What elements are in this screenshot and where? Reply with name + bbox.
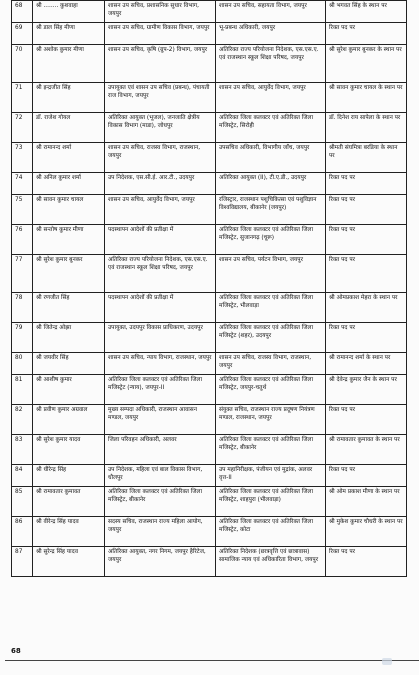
posting-remark-cell: रिक्त पद पर xyxy=(326,195,407,225)
posting-remark-cell: रिक्त पद पर xyxy=(326,547,407,577)
new-posting-cell: अतिरिक्त जिला कलक्टर एवं अतिरिक्त जिला मजिस्ट्रेट (शहर), उदयपुर xyxy=(216,323,326,353)
new-posting-cell: रजिस्ट्रार, राजस्थान पशुचिकित्सा एवं पशुविज्ञान विश्वविद्यालय, बीकानेर (जयपुर) xyxy=(216,195,326,225)
officer-name-cell: डॉ. राजेश गोयल xyxy=(33,113,105,143)
posting-remark-cell: श्री ओम प्रकाश मीणा के स्थान पर xyxy=(326,487,407,517)
officer-name-cell: श्री सुरेश कुमार बुनकर xyxy=(33,255,105,293)
current-posting-cell: पदस्थापन आदेशों की प्रतीक्षा में xyxy=(105,225,216,255)
officer-name-cell: श्री ........ कुशवाहा xyxy=(33,1,105,23)
officer-name-cell: श्री जयवीर सिंह xyxy=(33,353,105,375)
current-posting-cell: उप निदेशक, एस.सी.ई. आर.टी., उदयपुर xyxy=(105,173,216,195)
current-posting-cell: उपायुक्त, उदयपुर विकास प्राधिकरण, उदयपुर xyxy=(105,323,216,353)
transfer-order-table xyxy=(11,0,407,577)
current-posting-cell: जिला परिवहन अधिकारी, अलवर xyxy=(105,435,216,465)
serial-number-cell: 82 xyxy=(12,405,33,435)
new-posting-cell: अतिरिक्त जिला कलक्टर एवं अतिरिक्त जिला मजिस्ट्रेट, भीलवाड़ा xyxy=(216,293,326,323)
new-posting-cell: अतिरिक्त जिला कलक्टर एवं अतिरिक्त जिला मजिस्ट्रेट, बीकानेर xyxy=(216,435,326,465)
serial-number-cell: 69 xyxy=(12,23,33,45)
posting-remark-cell: डॉ. दिनेश राय सापेला के स्थान पर xyxy=(326,113,407,143)
officer-name-cell: श्री सन्तोष कुमार मीणा xyxy=(33,225,105,255)
serial-number-cell: 78 xyxy=(12,293,33,323)
table-body xyxy=(12,1,407,577)
new-posting-cell: अतिरिक्त जिला कलक्टर एवं अतिरिक्त जिला मजिस्ट्रेट, सिरोही xyxy=(216,113,326,143)
current-posting-cell: शासन उप सचिव, कृषि (ग्रुप-2) विभाग, जयपुर xyxy=(105,45,216,83)
officer-name-cell: श्री अशोक कुमार मीणा xyxy=(33,45,105,83)
new-posting-cell: अतिरिक्त जिला कलक्टर एवं अतिरिक्त जिला मजिस्ट्रेट, जयपुर-चतुर्थ xyxy=(216,375,326,405)
officer-name-cell: श्री इन्द्रजीत सिंह xyxy=(33,83,105,113)
current-posting-cell: शासन उप सचिव, ग्रामीण विकास विभाग, जयपुर xyxy=(105,23,216,45)
table-row xyxy=(12,1,407,23)
serial-number-cell: 81 xyxy=(12,375,33,405)
current-posting-cell: अतिरिक्त राज्य परियोजना निदेशक, एस.एस.ए. एवं राजस्थान स्कूल शिक्षा परिषद, जयपुर xyxy=(105,255,216,293)
new-posting-cell: शासन उप सचिव, पर्यटन विभाग, जयपुर xyxy=(216,255,326,293)
posting-remark-cell: रिक्त पद पर xyxy=(326,173,407,195)
officer-name-cell: श्री रामानन्द शर्मा xyxy=(33,143,105,173)
serial-number-cell: 71 xyxy=(12,83,33,113)
posting-remark-cell: रिक्त पद पर xyxy=(326,225,407,255)
serial-number-cell: 74 xyxy=(12,173,33,195)
officer-name-cell: श्री प्रवीण कुमार अग्रवाल xyxy=(33,405,105,435)
officer-name-cell: श्री जितेन्द्र ओझा xyxy=(33,323,105,353)
posting-remark-cell: श्री देवेन्द्र कुमार जैन के स्थान पर xyxy=(326,375,407,405)
table-row xyxy=(12,143,407,173)
new-posting-cell: शासन उप सचिव, राजस्व विभाग, राजस्थान, जयपुर xyxy=(216,353,326,375)
posting-remark-cell: श्री मुकेश कुमार चौधरी के स्थान पर xyxy=(326,517,407,547)
posting-remark-cell: श्री ओमप्रकाश मेहरा के स्थान पर xyxy=(326,293,407,323)
new-posting-cell: अतिरिक्त निदेशक (छात्रवृत्ति एवं छात्रावास) सामाजिक न्याय एवं अधिकारिता विभाग, जयपुर xyxy=(216,547,326,577)
serial-number-cell: 79 xyxy=(12,323,33,353)
posting-remark-cell: रिक्त पद पर xyxy=(326,465,407,487)
current-posting-cell: पदस्थापन आदेशों की प्रतीक्षा में xyxy=(105,293,216,323)
officer-name-cell: श्री अनिल कुमार शर्मा xyxy=(33,173,105,195)
posting-remark-cell: रिक्त पद पर xyxy=(326,405,407,435)
table-row xyxy=(12,375,407,405)
serial-number-cell: 80 xyxy=(12,353,33,375)
table-row xyxy=(12,435,407,465)
new-posting-cell: अतिरिक्त आयुक्त (II), टी.ए.डी., उदयपुर xyxy=(216,173,326,195)
new-posting-cell: शासन उप सचिव, आयुर्वेद विभाग, जयपुर xyxy=(216,83,326,113)
serial-number-cell: 76 xyxy=(12,225,33,255)
posting-remark-cell: रिक्त पद पर xyxy=(326,23,407,45)
current-posting-cell: सदस्य सचिव, राजस्थान राज्य महिला आयोग, जयपुर xyxy=(105,517,216,547)
posting-remark-cell: श्री रामावतार कुमावत के स्थान पर xyxy=(326,435,407,465)
officer-name-cell: श्री सुरेन्द्र सिंह यादव xyxy=(33,547,105,577)
table-row xyxy=(12,517,407,547)
current-posting-cell: शासन उप सचिव, आयुर्वेद विभाग, जयपुर xyxy=(105,195,216,225)
current-posting-cell: उपायुक्त एवं शासन उप सचिव (प्रबन्ध), पंचायती राज विभाग, जयपुर xyxy=(105,83,216,113)
table-row xyxy=(12,293,407,323)
new-posting-cell: उप महानिरीक्षक, पंजीयन एवं मुद्रांक, अलवर वृत्त-II xyxy=(216,465,326,487)
table-row xyxy=(12,405,407,435)
new-posting-cell: भू-प्रबन्ध अधिकारी, जयपुर xyxy=(216,23,326,45)
serial-number-cell: 73 xyxy=(12,143,33,173)
table-row xyxy=(12,323,407,353)
table-row xyxy=(12,173,407,195)
current-posting-cell: अतिरिक्त आयुक्त (भूजल), जनजाति क्षेत्रीय विकास विभाग (माडा), जोधपुर xyxy=(105,113,216,143)
officer-name-cell: श्री डाल सिंह मीणा xyxy=(33,23,105,45)
posting-remark-cell: श्री रामानन्द शर्मा के स्थान पर xyxy=(326,353,407,375)
officer-name-cell: श्री रामावतार कुमावत xyxy=(33,487,105,517)
table-row xyxy=(12,487,407,517)
scanner-watermark-icon xyxy=(382,658,392,665)
new-posting-cell: अतिरिक्त जिला कलक्टर एवं अतिरिक्त जिला मजिस्ट्रेट, कोटा xyxy=(216,517,326,547)
table-row xyxy=(12,255,407,293)
table-row xyxy=(12,113,407,143)
serial-number-cell: 68 xyxy=(12,1,33,23)
table-row xyxy=(12,195,407,225)
serial-number-cell: 77 xyxy=(12,255,33,293)
table-row xyxy=(12,225,407,255)
posting-remark-cell: श्री भगवत सिंह के स्थान पर xyxy=(326,1,407,23)
current-posting-cell: मुख्य सम्पदा अधिकारी, राजस्थान आवासन मण्डल, जयपुर xyxy=(105,405,216,435)
new-posting-cell: संयुक्त सचिव, राजस्थान राज्य प्रदूषण नियंत्रण मण्डल, राजस्थान, जयपुर xyxy=(216,405,326,435)
page-number: 68 xyxy=(11,647,21,655)
serial-number-cell: 86 xyxy=(12,517,33,547)
posting-remark-cell: श्री सावन कुमार चायल के स्थान पर xyxy=(326,83,407,113)
current-posting-cell: शासन उप सचिव, प्रशासनिक सुधार विभाग, जयपुर xyxy=(105,1,216,23)
new-posting-cell: अतिरिक्त राज्य परियोजना निदेशक, एस.एस.ए. एवं राजस्थान स्कूल शिक्षा परिषद, जयपुर xyxy=(216,45,326,83)
officer-name-cell: श्री वीरेन्द्र सिंह यादव xyxy=(33,517,105,547)
posting-remark-cell: रिक्त पद पर xyxy=(326,255,407,293)
new-posting-cell: अतिरिक्त जिला कलक्टर एवं अतिरिक्त जिला मजिस्ट्रेट, शाहपुरा (भीलवाड़ा) xyxy=(216,487,326,517)
table-row xyxy=(12,45,407,83)
serial-number-cell: 70 xyxy=(12,45,33,83)
officer-name-cell: श्री सावन कुमार चायल xyxy=(33,195,105,225)
officer-name-cell: श्री सुरेश कुमार यादव xyxy=(33,435,105,465)
serial-number-cell: 87 xyxy=(12,547,33,577)
officer-name-cell: श्री आशीष कुमार xyxy=(33,375,105,405)
new-posting-cell: उपसचिव अधिकारी, विभागीय जाँच, जयपुर xyxy=(216,143,326,173)
serial-number-cell: 75 xyxy=(12,195,33,225)
page-bottom-rule xyxy=(5,660,419,661)
current-posting-cell: अतिरिक्त जिला कलक्टर एवं अतिरिक्त जिला मजिस्ट्रेट (न्याय), जयपुर-II xyxy=(105,375,216,405)
table-row xyxy=(12,23,407,45)
table-row xyxy=(12,353,407,375)
posting-remark-cell: श्रीमती संघमित्रा बरडिया के स्थान पर xyxy=(326,143,407,173)
current-posting-cell: शासन उप सचिव, न्याय विभाग, राजस्थान, जयपुर xyxy=(105,353,216,375)
current-posting-cell: अतिरिक्त जिला कलक्टर एवं अतिरिक्त जिला मजिस्ट्रेट, बीकानेर xyxy=(105,487,216,517)
serial-number-cell: 83 xyxy=(12,435,33,465)
new-posting-cell: अतिरिक्त जिला कलक्टर एवं अतिरिक्त जिला मजिस्ट्रेट, सुजानगढ़ (चूरू) xyxy=(216,225,326,255)
table-row xyxy=(12,83,407,113)
serial-number-cell: 85 xyxy=(12,487,33,517)
serial-number-cell: 72 xyxy=(12,113,33,143)
serial-number-cell: 84 xyxy=(12,465,33,487)
posting-remark-cell: रिक्त पद पर xyxy=(326,323,407,353)
new-posting-cell: शासन उप सचिव, सहायता विभाग, जयपुर xyxy=(216,1,326,23)
officer-name-cell: श्री धीरेन्द्र सिंह xyxy=(33,465,105,487)
current-posting-cell: उप निदेशक, महिला एवं बाल विकास विभाग, धौलपुर xyxy=(105,465,216,487)
officer-name-cell: श्री रणजीत सिंह xyxy=(33,293,105,323)
table-row xyxy=(12,547,407,577)
table-row xyxy=(12,465,407,487)
posting-remark-cell: श्री सुरेश कुमार बुनकर के स्थान पर xyxy=(326,45,407,83)
current-posting-cell: अतिरिक्त आयुक्त, नगर निगम, जयपुर हैरिटेज, जयपुर xyxy=(105,547,216,577)
current-posting-cell: शासन उप सचिव, राजस्व विभाग, राजस्थान, जयपुर xyxy=(105,143,216,173)
